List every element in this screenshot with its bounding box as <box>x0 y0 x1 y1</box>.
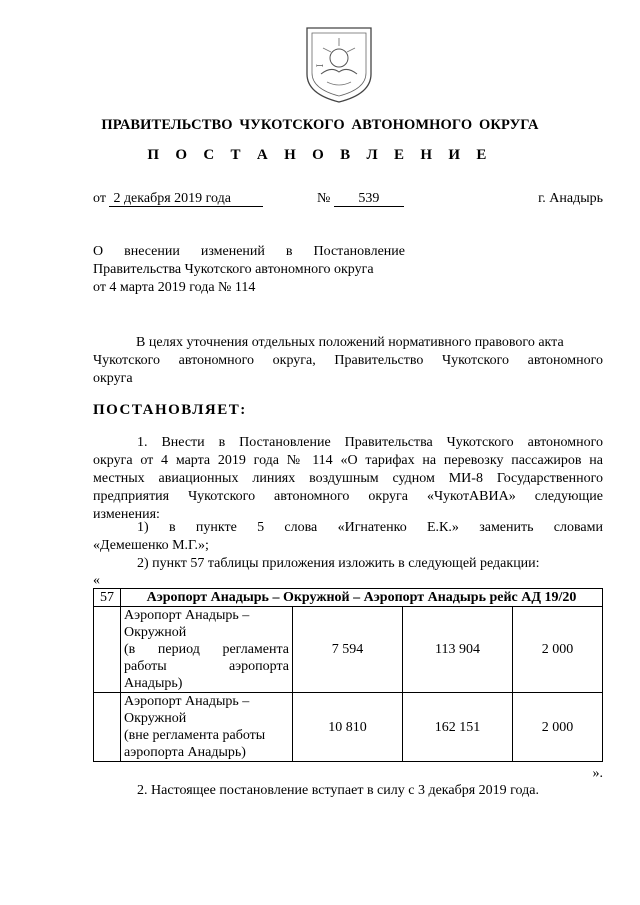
decree-number: 539 <box>334 191 404 207</box>
sub1-line-1: 1) в пункте 5 слова «Игнатенко Е.К.» заменить словами <box>137 520 603 535</box>
decree-date: 2 декабря 2019 года <box>109 191 263 207</box>
sub1-line-2: «Демешенко М.Г.»; <box>93 538 209 553</box>
number-line <box>317 190 404 208</box>
date-prefix: от <box>93 191 106 206</box>
preamble-line-3: округа <box>93 371 133 386</box>
table-row <box>94 693 603 762</box>
tariff-value: 2 000 <box>513 693 603 762</box>
resolves-heading: ПОСТАНОВЛЯЕТ: <box>93 402 247 418</box>
preamble-line-2: Чукотского автономного округа, Правительство Чукотского автономного <box>93 353 603 368</box>
city: г. Анадырь <box>538 191 603 206</box>
route-cell: Аэропорт Анадырь – Окружной (в период регламента работы аэропорта Анадырь) <box>121 607 293 693</box>
tariff-value: 7 594 <box>293 607 403 693</box>
government-title: ПРАВИТЕЛЬСТВО ЧУКОТСКОГО АВТОНОМНОГО ОКРУГА <box>101 117 539 133</box>
subject-line-3: от 4 марта 2019 года № 114 <box>93 280 256 295</box>
date-line <box>93 190 263 208</box>
chukotka-coat-of-arms-icon <box>301 22 377 106</box>
tariff-value: 162 151 <box>403 693 513 762</box>
decree-title: П О С Т А Н О В Л Е Н И Е <box>147 147 493 163</box>
item1-line-1: 1. Внести в Постановление Правительства Чукотского автономного <box>137 435 603 450</box>
item1-line-5: изменения: <box>93 507 160 522</box>
item2-line: 2. Настоящее постановление вступает в силу с 3 декабря 2019 года. <box>137 783 539 798</box>
table-row <box>94 607 603 693</box>
preamble-line-1: В целях уточнения отдельных положений нормативного правового акта <box>136 335 564 350</box>
number-prefix: № <box>317 191 331 206</box>
item1-line-3: местных авиационных линиях воздушным судном МИ-8 Государственного <box>93 471 603 486</box>
tariff-value: 113 904 <box>403 607 513 693</box>
route-header: Аэропорт Анадырь – Окружной – Аэропорт Анадырь рейс АД 19/20 <box>121 589 603 607</box>
sub2-line: 2) пункт 57 таблицы приложения изложить в следующей редакции: <box>137 556 540 571</box>
tariff-value: 10 810 <box>293 693 403 762</box>
item1-line-2: округа от 4 марта 2019 года № 114 «О тарифах на перевозку пассажиров на <box>93 453 603 468</box>
route-cell: Аэропорт Анадырь – Окружной (вне регламента работы аэропорта Анадырь) <box>121 693 293 762</box>
row-number: 57 <box>94 589 121 607</box>
tariff-table <box>93 588 603 762</box>
quote-close: ». <box>592 766 603 781</box>
tariff-value: 2 000 <box>513 607 603 693</box>
subject-line-1: О внесении изменений в Постановление <box>93 244 405 259</box>
subject-line-2: Правительства Чукотского автономного округа <box>93 262 374 277</box>
quote-open: « <box>93 573 100 588</box>
item1-line-4: предприятия Чукотского автономного округа «ЧукотАВИА» следующие <box>93 489 603 504</box>
svg-text:ꟷ: ꟷ <box>316 62 324 72</box>
table-header-row <box>94 589 603 607</box>
